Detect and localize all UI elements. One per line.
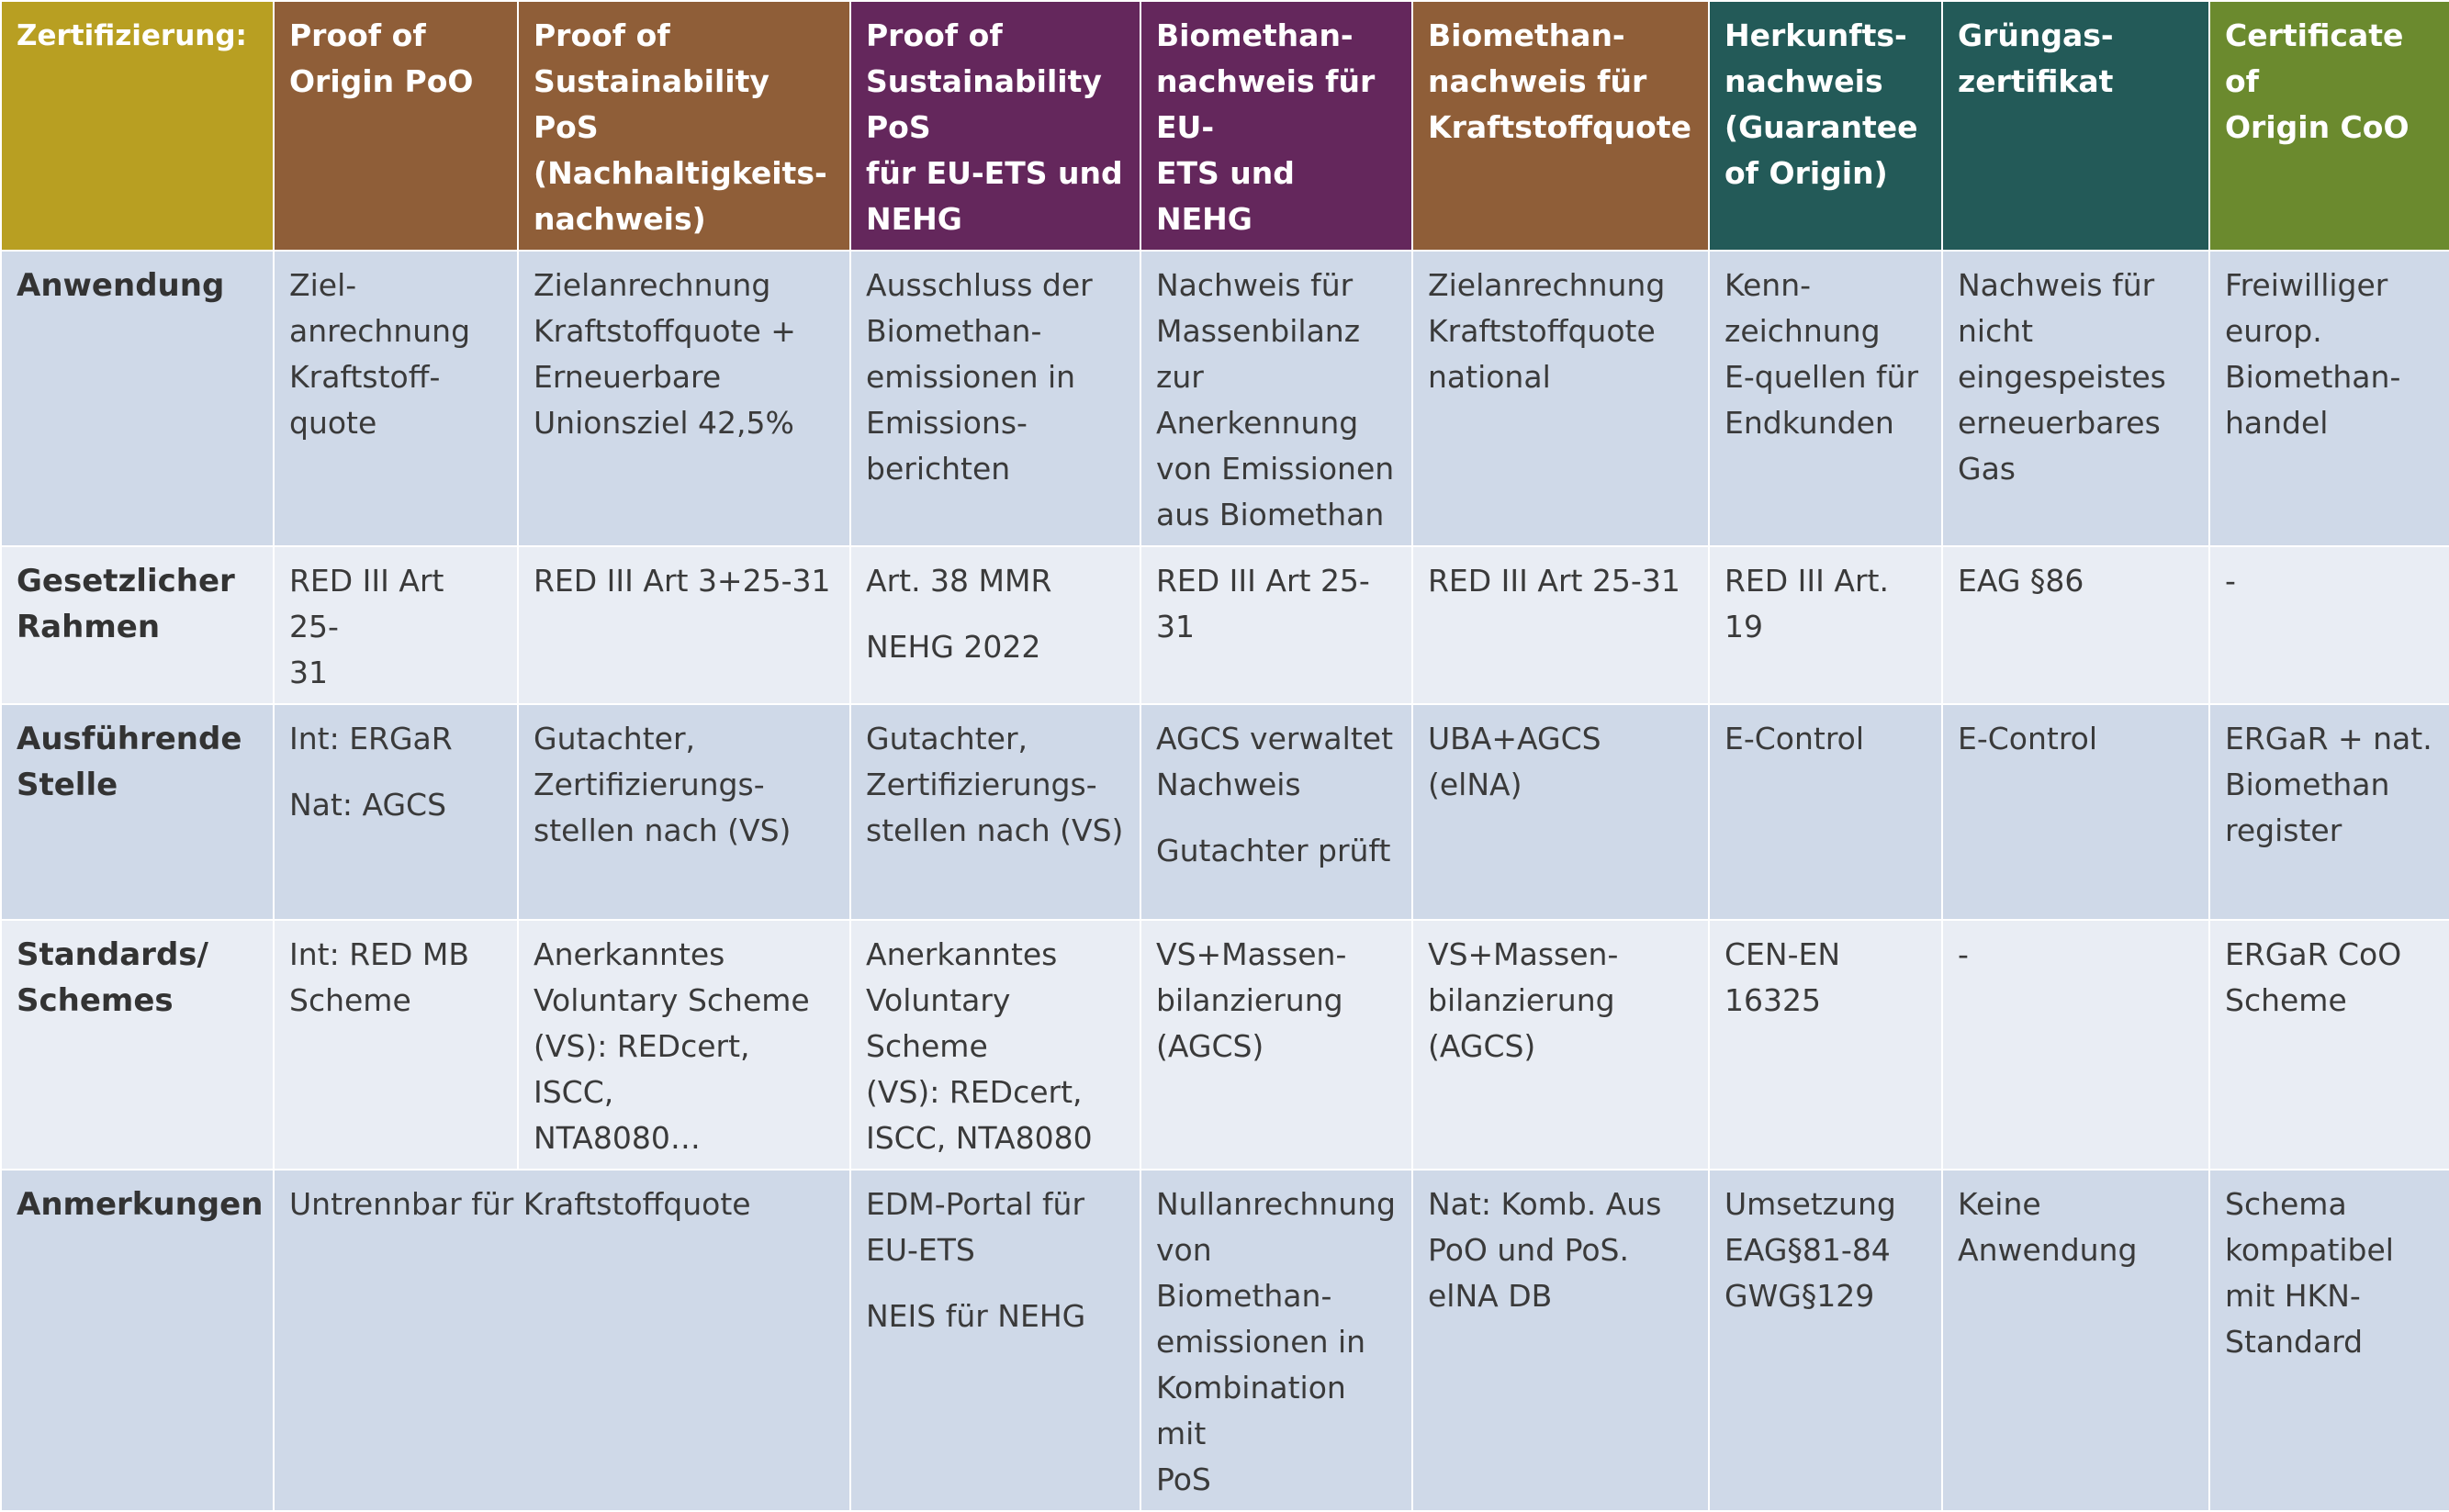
header-col-2	[518, 1, 850, 251]
paragraph-gap	[866, 604, 1125, 624]
header-corner	[1, 1, 274, 251]
table-cell	[850, 546, 1140, 704]
table-cell	[274, 704, 518, 920]
cell-text: Gutachter, Zertifizierungs- stellen nach (VS)	[534, 721, 792, 848]
cell-text: NEHG 2022	[866, 629, 1041, 665]
cell-text: -	[2225, 563, 2236, 599]
cell-text: ERGaR + nat. Biomethan register	[2225, 721, 2432, 848]
table-cell	[1942, 1170, 2209, 1511]
table-cell	[850, 704, 1140, 920]
header-col-label: Biomethan- nachweis für EU- ETS und NEHG	[1156, 17, 1376, 237]
header-corner-label: Zertifizierung:	[17, 19, 247, 52]
header-col-3	[850, 1, 1140, 251]
cell-text: VS+Massen- bilanzierung (AGCS)	[1428, 936, 1619, 1064]
row-header-label: Standards/ Schemes	[17, 936, 208, 1019]
table-cell	[1709, 546, 1942, 704]
cell-text: UBA+AGCS (elNA)	[1428, 721, 1601, 802]
table-cell-merged	[274, 1170, 850, 1511]
header-col-4	[1140, 1, 1412, 251]
table-cell	[1709, 1170, 1942, 1511]
cell-text: Untrennbar für Kraftstoffquote	[289, 1186, 751, 1222]
header-col-6	[1709, 1, 1942, 251]
table-cell	[1412, 704, 1709, 920]
table-cell	[1412, 920, 1709, 1170]
cell-text: Int: RED MB Scheme	[289, 936, 469, 1018]
table-cell	[1140, 920, 1412, 1170]
cell-text: Art. 38 MMR	[866, 563, 1052, 599]
cell-text: Zielanrechnung Kraftstoffquote national	[1428, 267, 1666, 395]
cell-text: Keine Anwendung	[1958, 1186, 2138, 1268]
cell-text: VS+Massen- bilanzierung (AGCS)	[1156, 936, 1347, 1064]
paragraph-gap	[289, 762, 502, 782]
header-col-7	[1942, 1, 2209, 251]
header-col-8	[2209, 1, 2449, 251]
cell-text: E-Control	[1958, 721, 2098, 756]
cell-text: EAG §86	[1958, 563, 2084, 599]
table-cell	[2209, 704, 2449, 920]
table-cell	[1709, 704, 1942, 920]
header-row	[1, 1, 2449, 251]
header-col-1	[274, 1, 518, 251]
cell-text: Ausschluss der Biomethan- emissionen in Emissions- berichten	[866, 267, 1093, 487]
table-cell	[2209, 1170, 2449, 1511]
row-header	[1, 920, 274, 1170]
cell-text: NEIS für NEHG	[866, 1298, 1086, 1334]
table-row	[1, 704, 2449, 920]
cell-text: RED III Art 25-31	[1156, 563, 1370, 644]
cell-text: ERGaR CoO Scheme	[2225, 936, 2402, 1018]
table-cell	[1412, 546, 1709, 704]
table-cell	[518, 704, 850, 920]
cell-text: Freiwilliger europ. Biomethan- handel	[2225, 267, 2401, 441]
paragraph-gap	[1156, 808, 1397, 828]
table-cell	[850, 920, 1140, 1170]
table-cell	[1140, 546, 1412, 704]
row-header-label: Gesetzlicher Rahmen	[17, 563, 235, 645]
cell-text: Int: ERGaR	[289, 721, 453, 756]
table-cell	[2209, 920, 2449, 1170]
header-col-label: Proof of Origin PoO	[289, 17, 474, 99]
table-row	[1, 1170, 2449, 1511]
cell-text: Nat: Komb. Aus PoO und PoS. elNA DB	[1428, 1186, 1662, 1314]
table-cell	[518, 251, 850, 546]
row-header-label: Anwendung	[17, 267, 225, 304]
cell-text: Kenn- zeichnung E-quellen für Endkunden	[1724, 267, 1919, 441]
cell-text: Nullanrechnung von Biomethan- emissionen in Kombination mit PoS	[1156, 1186, 1396, 1497]
table-cell	[850, 251, 1140, 546]
header-col-5	[1412, 1, 1709, 251]
cell-text: Anerkanntes Voluntary Scheme (VS): REDcert, ISCC, NTA8080	[866, 936, 1093, 1156]
table-cell	[518, 546, 850, 704]
table-cell	[1412, 251, 1709, 546]
table-cell	[1412, 1170, 1709, 1511]
cell-text: Gutachter prüft	[1156, 833, 1391, 868]
table-cell	[1140, 251, 1412, 546]
cell-text: RED III Art. 19	[1724, 563, 1889, 644]
cell-text: RED III Art 25- 31	[289, 563, 444, 690]
table-cell	[1709, 920, 1942, 1170]
table-cell	[1942, 546, 2209, 704]
table-cell	[274, 546, 518, 704]
table-cell	[1140, 1170, 1412, 1511]
cell-text: Nat: AGCS	[289, 787, 447, 823]
table-cell	[274, 920, 518, 1170]
cell-text: Nachweis für Massenbilanz zur Anerkennung von Emissionen aus Biomethan	[1156, 267, 1395, 532]
table-body	[1, 251, 2449, 1511]
cell-text: Schema kompatibel mit HKN- Standard	[2225, 1186, 2394, 1360]
paragraph-gap	[866, 1273, 1125, 1294]
table-cell	[1942, 704, 2209, 920]
cell-text: E-Control	[1724, 721, 1865, 756]
cell-text: Ziel- anrechnung Kraftstoff- quote	[289, 267, 471, 441]
cell-text: CEN-EN 16325	[1724, 936, 1841, 1018]
table-cell	[850, 1170, 1140, 1511]
cell-text: EDM-Portal für EU-ETS	[866, 1186, 1085, 1268]
header-col-label: Grüngas- zertifikat	[1958, 17, 2114, 99]
cell-text: RED III Art 3+25-31	[534, 563, 831, 599]
header-col-label: Biomethan- nachweis für Kraftstoffquote	[1428, 17, 1692, 145]
table-cell	[518, 920, 850, 1170]
header-col-label: Herkunfts- nachweis (Guarantee of Origin)	[1724, 17, 1918, 191]
row-header	[1, 1170, 274, 1511]
table-cell	[1942, 920, 2209, 1170]
table-row	[1, 546, 2449, 704]
table-cell	[274, 251, 518, 546]
row-header	[1, 546, 274, 704]
cell-text: Gutachter, Zertifizierungs- stellen nach (VS)	[866, 721, 1124, 848]
table-row	[1, 920, 2449, 1170]
table-cell	[1140, 704, 1412, 920]
cell-text: Nachweis für nicht eingespeistes erneuerbares Gas	[1958, 267, 2166, 487]
header-col-label: Proof of Sustainability PoS für EU-ETS und NEHG	[866, 17, 1123, 237]
table-cell	[2209, 251, 2449, 546]
row-header	[1, 251, 274, 546]
cell-text: Anerkanntes Voluntary Scheme (VS): REDcert, ISCC, NTA8080…	[534, 936, 810, 1156]
cell-text: RED III Art 25-31	[1428, 563, 1680, 599]
row-header-label: Ausführende Stelle	[17, 721, 242, 803]
row-header-label: Anmerkungen	[17, 1186, 264, 1223]
row-header	[1, 704, 274, 920]
header-col-label: Certificate of Origin CoO	[2225, 17, 2410, 145]
header-col-label: Proof of Sustainability PoS (Nachhaltigkeits- nachweis)	[534, 17, 827, 237]
cell-text: Zielanrechnung Kraftstoffquote + Erneuerbare Unionsziel 42,5%	[534, 267, 796, 441]
table-cell	[2209, 546, 2449, 704]
cell-text: Umsetzung EAG§81-84 GWG§129	[1724, 1186, 1896, 1314]
table-row	[1, 251, 2449, 546]
cell-text: -	[1958, 936, 1969, 972]
table-cell	[1942, 251, 2209, 546]
cell-text: AGCS verwaltet Nachweis	[1156, 721, 1394, 802]
table-cell	[1709, 251, 1942, 546]
